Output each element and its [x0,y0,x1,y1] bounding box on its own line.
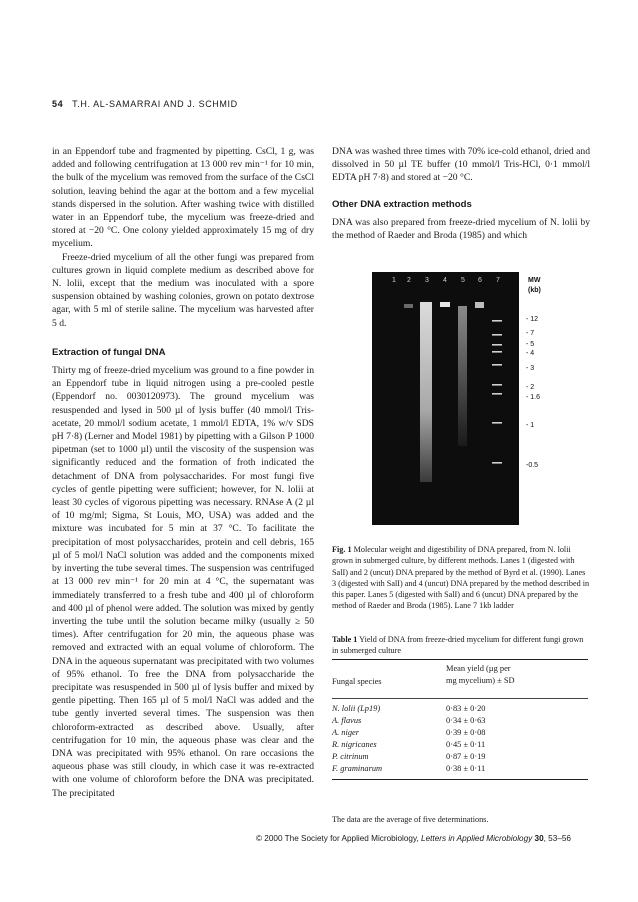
lane-number: 2 [407,277,411,284]
paragraph: DNA was washed three times with 70% ice-cold ethanol, dried and dissolved in 50 µl TE buffer (10 mmol/l Tris-HCl, 0·1 mmol/l EDTA pH 7·8) and stored at −20 °C. [332,146,590,184]
lane-number: 1 [392,277,396,284]
gel-marker-scale [526,272,576,525]
lane-number: 5 [461,277,465,284]
running-header [52,99,238,109]
volume: 30 [534,834,544,843]
marker-label: - 5 [526,341,535,348]
gel-photograph [372,272,519,525]
running-title: T.H. AL-SAMARRAI AND J. SCHMID [72,99,238,109]
paragraph: DNA was also prepared from freeze-dried mycelium of N. lolii by the method of Raeder and Broda (1985) and which [332,216,590,242]
marker-label: -0.5 [526,462,539,469]
table-title-text: Yield of DNA from freeze-dried mycelium for different fungi grown in submerged culture [332,635,584,656]
lane-2-band [404,304,413,308]
table-row: A. niger 0·39 ± 0·08 [332,728,486,737]
table-title [332,634,590,657]
page-number: 54 [52,99,64,109]
paragraph: Freeze-dried mycelium of all the other fungi was prepared from cultures grown in liquid complete medium as described above for N. lolii, except that the medium was inoculated with a spore suspension obtained by washing colonies, grown on potato dextrose agar, with 5 ml of sterile saline. The mycelium was harvested after 5 d. [52,251,314,329]
section-heading: Extraction of fungal DNA [52,346,166,358]
column-header: Mean yield (µg per [446,664,511,673]
right-column [332,145,590,242]
lane-number: 3 [425,277,429,284]
column-header: mg mycelium) ± SD [446,676,515,685]
yield-table [332,659,588,780]
lane-5-smear [458,306,467,446]
left-column [52,145,314,800]
table-row: N. lolii (Lp19) 0·83 ± 0·20 [332,704,486,713]
marker-label: - 12 [526,316,539,323]
lane-3-smear [420,302,432,482]
section-heading: Other DNA extraction methods [332,198,472,210]
marker-label: - 4 [526,350,535,357]
page-range: , 53–56 [543,834,571,843]
table-row: P. citrinum 0·87 ± 0·19 [332,752,486,761]
marker-label: - 1 [526,422,535,429]
table-label: Table 1 [332,635,358,644]
paragraph: in an Eppendorf tube and fragmented by pipetting. CsCl, 1 g, was added and following centrifugation at 13 000 rev min⁻¹ for 10 min, the bulk of the mycelium was removed from the surface of the CsCl solution, leaving behind the agar at the bottom and a few mycelial stands dispersed in the solution. After washing twice with distilled water in an Eppendorf tube, the mycelium was freeze-dried and stored at −20 °C. One colony yielded approximately 15 mg of dry mycelium. [52,146,314,250]
figure-caption-text: Molecular weight and digestibility of DNA prepared, from N. lolii grown in submerged culture, by different methods. Lanes 1 (digested with SalI) and 2 (uncut) DNA prepared by the method of Byrd et al. (1990). Lanes 3 (digested with SalI) and 4 (uncut) DNA prepared by the method described in this paper. Lanes 5 (digested with SalI) and 6 (uncut) DNA prepared by the method of Raeder and Broda (1985). Lane 7 1kb ladder [332,545,590,611]
lane-7-ladder [492,320,502,464]
column-header: Fungal species [332,677,382,686]
marker-label: - 1.6 [526,394,541,401]
table-footnote: The data are the average of five determinations. [332,815,489,824]
figure-caption [332,544,590,612]
table-row: F. graminarum 0·38 ± 0·11 [332,764,486,773]
marker-label: - 7 [526,330,535,337]
table-row: A. flavus 0·34 ± 0·63 [332,716,486,725]
table-row: R. nigricanes 0·45 ± 0·11 [332,740,486,749]
kb-label: (kb) [528,287,541,294]
figure-label: Fig. 1 [332,545,352,554]
lane-number: 6 [478,277,482,284]
lane-number: 7 [496,277,500,284]
journal-name: Letters in Applied Microbiology [421,834,533,843]
mw-label: MW [528,277,541,284]
marker-label: - 3 [526,365,535,372]
gel-bands [372,272,519,525]
lane-6-band [475,302,484,308]
marker-label: - 2 [526,384,535,391]
lane-4-band [440,302,450,307]
paragraph: Thirty mg of freeze-dried mycelium was ground to a fine powder in an Eppendorf tube in liquid nitrogen using a pre-cooled pestle (Eppendorf no. 0030120973). The ground mycelium was resuspended and lysed in 500 µl of lysis buffer (40 mmol/l Tris-acetate, 20 mmol/l sodium acetate, 1 mmol/l EDTA, 1% w/v SDS pH 7·8) (Lerner and Model 1981) by pipetting with a Gilson P 1000 pipetman (set to 1000 µl) until the viscosity of the suspension was significantly reduced and the formation of froth indicated the detachment of DNA from polysaccharides. For most fungi five cycles of gentle pipetting were sufficient; however, for N. lolii at least 30 cycles of vigorous pipetting was necessary. RNAse A (2 µl of 10 mg/ml; Sigma, St Louis, MO, USA) was added and the mixture was incubated for 5 min at 37 °C. To facilitate the precipitation of most polysaccharides, protein and cell debris, 165 µl of 5 mol/l NaCl solution was added and the components mixed by inverting the tube several times. The suspension was centrifuged at 13 000 rev min⁻¹ for 20 min at 4 °C, the supernatant was immediately transferred to a fresh tube and 400 µl of chloroform and 400 µl of phenol were added. The solution was mixed by gently inverting the tube until the solution became milky (usually ≥ 50 times). After centrifugation for 20 min, the aqueous phase was removed and extracted with an equal volume of chloroform. The DNA in the aqueous supernatant was precipitated with two volumes of 95% ethanol. To free the DNA from polysaccharide the precipitate was resuspended in 500 µl of lysis buffer and mixed by gentle pipetting. Then 165 µl of 5 mol/l NaCl was added and the tube gently inverted several times. The suspension was then chloroform-extracted as described above. Usually, after centrifugation for 10 min, the aqueous phase was clear and the DNA was precipitated with 95% ethanol. On rare occasions the aqueous phase was still cloudy, in which case it was re-extracted with one volume of chloroform before the DNA was precipitated. The precipitated [52,365,314,799]
lane-number: 4 [443,277,447,284]
copyright: © 2000 The Society for Applied Microbiology, [256,834,419,843]
page-footer [256,834,571,843]
table-header [332,660,588,698]
